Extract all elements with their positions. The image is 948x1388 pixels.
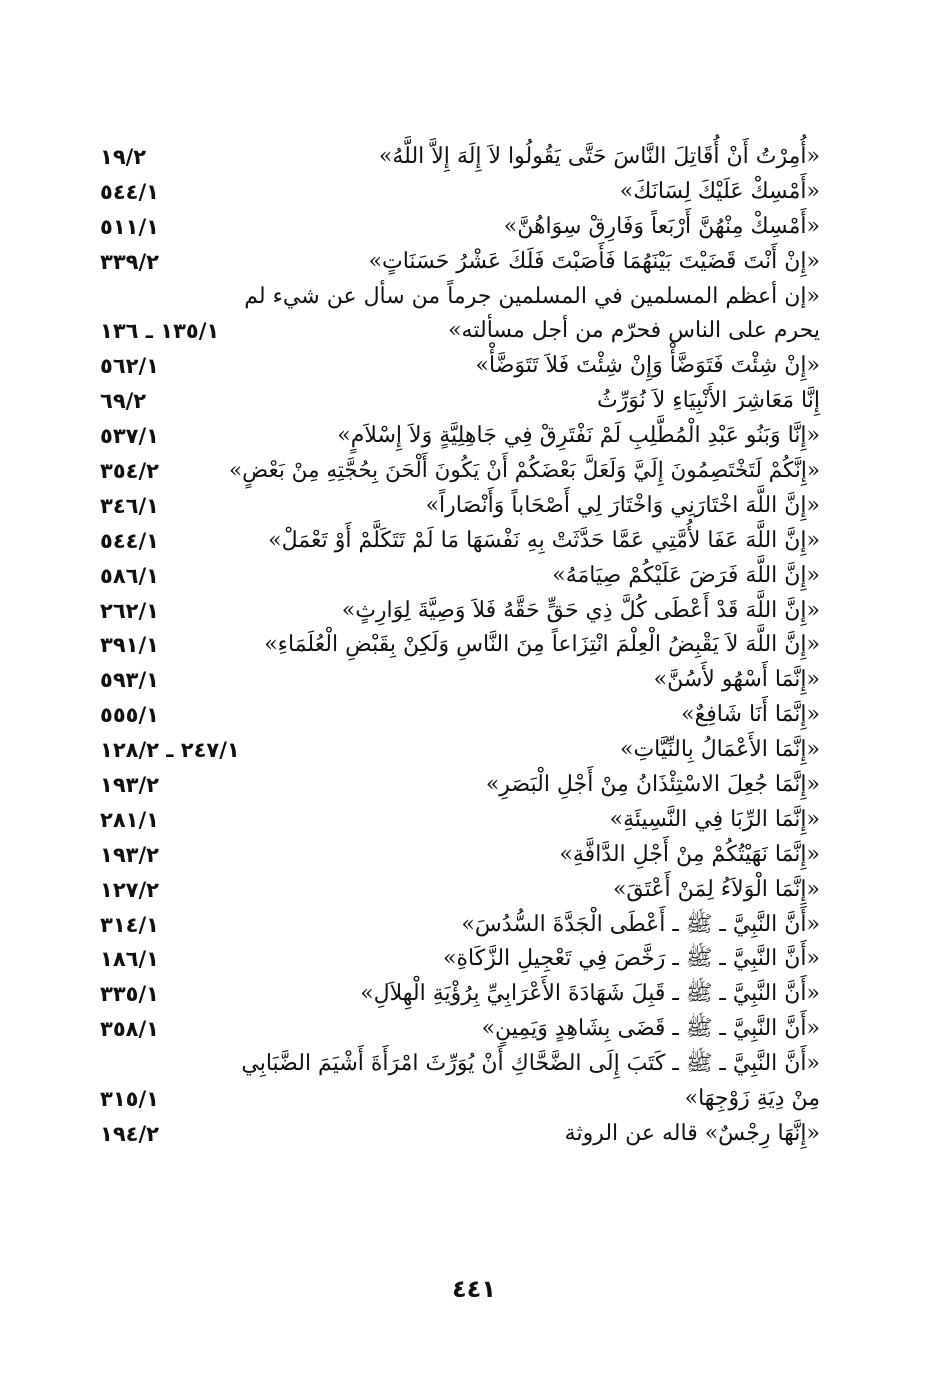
volume-page-reference: ٣١٥/١ (100, 1087, 159, 1112)
index-entry (100, 1047, 820, 1082)
hadith-text: «أَمْسِكْ عَلَيْكَ لِسَانَكَ» (619, 178, 820, 204)
index-entry (100, 873, 820, 908)
volume-page-reference: ٥٣٧/١ (100, 424, 159, 449)
volume-page-reference: ٣١٤/١ (100, 912, 159, 937)
hadith-text: إِنَّا مَعَاشِرَ الأَنْبِيَاءِ لاَ نُوَرِّثُ (596, 388, 820, 414)
index-entry (100, 1117, 820, 1152)
page-number: ٤٤١ (452, 1275, 496, 1303)
volume-page-reference: ٢٤٧/١ ـ ١٢٨/٢ (100, 738, 240, 763)
hadith-text: «إِنَّ اللَّهَ عَفَا لأُمَّتِي عَمَّا حَدَّثَتْ بِهِ نَفْسَهَا مَا لَمْ تَتَكَلَّمْ أَوْ تَعْمَلْ» (268, 527, 820, 553)
volume-page-reference: ٣٥٨/١ (100, 1017, 159, 1042)
index-entry (100, 454, 820, 489)
hadith-text: «إِنَّمَا جُعِلَ الاسْتِئْذَانُ مِنْ أَجْلِ الْبَصَرِ» (485, 772, 820, 798)
index-entry (100, 349, 820, 384)
index-entry (100, 977, 820, 1012)
volume-page-reference: ١٩٣/٢ (100, 842, 159, 867)
index-entry (100, 1012, 820, 1047)
index-entry (100, 698, 820, 733)
volume-page-reference: ٣٩١/١ (100, 633, 159, 658)
volume-page-reference: ٥١١/١ (100, 214, 159, 239)
hadith-text: «أَمْسِكْ مِنْهُنَّ أَرْبَعاً وَفَارِقْ سِوَاهُنَّ» (503, 213, 820, 239)
index-entry (100, 175, 820, 210)
hadith-text: «إِنَّهَا رِجْسٌ» قاله عن الروثة (564, 1120, 820, 1146)
hadith-text: «إِنَّمَا أَنَا شَافِعٌ» (681, 702, 820, 728)
hadith-text: «إِنَّا وَبَنُو عَبْدِ الْمُطَّلِبِ لَمْ نَفْتَرِقْ فِي جَاهِلِيَّةٍ وَلاَ إِسْلاَمٍ» (337, 423, 820, 449)
hadith-text: «أَنَّ النَّبِيَّ ـ ﷺ ـ رَخَّصَ فِي تَعْجِيلِ الزَّكَاةِ» (443, 946, 820, 972)
volume-page-reference: ١٩٣/٢ (100, 773, 159, 798)
index-entry (100, 419, 820, 454)
index-entry (100, 314, 820, 349)
volume-page-reference: ٢٨١/١ (100, 807, 159, 832)
hadith-index-list (100, 140, 820, 1152)
index-entry (100, 210, 820, 245)
volume-page-reference: ٢٦٢/١ (100, 598, 159, 623)
index-entry (100, 908, 820, 943)
index-entry (100, 384, 820, 419)
hadith-text: مِنْ دِيَةِ زَوْجِهَا» (684, 1086, 820, 1112)
hadith-text: «إِنَّمَا نَهَيْتُكُمْ مِنْ أَجْلِ الدَّافَّةِ» (559, 841, 820, 867)
volume-page-reference: ٦٩/٢ (100, 389, 147, 414)
hadith-text: «أُمِرْتُ أَنْ أُقَاتِلَ النَّاسَ حَتَّى يَقُولُوا لاَ إِلَهَ إِلاَّ اللَّهُ» (378, 144, 820, 169)
index-entry (100, 942, 820, 977)
index-entry (100, 140, 820, 175)
index-entry (100, 489, 820, 524)
volume-page-reference: ١٩/٢ (100, 145, 147, 169)
volume-page-reference: ٥٩٣/١ (100, 668, 159, 693)
volume-page-reference: ١٣٥/١ ـ ١٣٦ (100, 319, 220, 344)
volume-page-reference: ٣٣٥/١ (100, 982, 159, 1007)
hadith-text: «أَنَّ النَّبِيَّ ـ ﷺ ـ كَتَبَ إِلَى الضَّحَّاكِ أَنْ يُوَرِّثَ امْرَأَةَ أَشْيَمَ الضَّبَابِي (241, 1051, 820, 1077)
volume-page-reference: ٥٨٦/١ (100, 563, 159, 588)
hadith-text: «إِنْ شِئْتَ فَتَوَضَّأْ وَإِنْ شِئْتَ فَلاَ تَتَوَضَّأْ» (475, 353, 820, 379)
volume-page-reference: ٥٦٢/١ (100, 354, 159, 379)
index-entry (100, 280, 820, 315)
hadith-text: «إِنَّ اللَّهَ قَدْ أَعْطَى كُلَّ ذِي حَقٍّ حَقَّهُ فَلاَ وَصِيَّةَ لِوَارِثٍ» (341, 597, 820, 623)
hadith-text: «إِنَّمَا الرِّبَا فِي النَّسِيئَةِ» (609, 806, 820, 832)
index-entry (100, 733, 820, 768)
hadith-text: «إِنَّمَا أَسْهُو لأَسُنَّ» (653, 667, 820, 693)
hadith-text: «إِنَّ اللَّهَ فَرَضَ عَلَيْكُمْ صِيَامَهُ» (552, 562, 820, 588)
index-entry (100, 663, 820, 698)
index-entry (100, 768, 820, 803)
volume-page-reference: ١٨٦/١ (100, 947, 159, 972)
hadith-text: «إِنَّكُمْ لَتَخْتَصِمُونَ إِلَيَّ وَلَعَلَّ بَعْضَكُمْ أَنْ يَكُونَ أَلْحَنَ بِحُجَّتِهِ مِنْ بَعْضٍ» (229, 458, 820, 484)
hadith-text: «إِنَّ اللَّهَ اخْتَارَنِي وَاخْتَارَ لِي أَصْحَاباً وَأَنْصَاراً» (425, 492, 820, 518)
index-entry (100, 1082, 820, 1117)
hadith-text: «إِنَّمَا الأَعْمَالُ بِالنِّيَّاتِ» (620, 737, 820, 763)
index-entry (100, 559, 820, 594)
hadith-text: «أَنَّ النَّبِيَّ ـ ﷺ ـ قَبِلَ شَهَادَةَ الأَعْرَابِيِّ بِرُؤْيَةِ الْهِلاَلِ» (360, 981, 820, 1007)
volume-page-reference: ٣٤٦/١ (100, 493, 159, 518)
index-entry (100, 524, 820, 559)
hadith-text: «إِنْ أَنْتَ قَضَيْتَ بَيْنَهُمَا فَأَصَبْتَ فَلَكَ عَشْرُ حَسَنَاتٍ» (368, 248, 820, 274)
volume-page-reference: ١٢٧/٢ (100, 877, 159, 902)
hadith-text: «أَنَّ النَّبِيَّ ـ ﷺ ـ أَعْطَى الْجَدَّةَ السُّدُسَ» (461, 911, 820, 937)
hadith-text: «إِنَّمَا الْوَلاَءُ لِمَنْ أَعْتَقَ» (612, 876, 820, 902)
hadith-text: «إن أعظم المسلمين في المسلمين جرماً من سأل عن شيء لم (244, 283, 820, 309)
index-entry (100, 594, 820, 629)
volume-page-reference: ٥٥٥/١ (100, 703, 159, 728)
hadith-text: «أَنَّ النَّبِيَّ ـ ﷺ ـ قَضَى بِشَاهِدٍ وَيَمِينٍ» (481, 1016, 820, 1042)
hadith-text: «إِنَّ اللَّهَ لاَ يَقْبِضُ الْعِلْمَ انْتِزَاعاً مِنَ النَّاسِ وَلَكِنْ بِقَبْضِ الْعُلَمَاءِ» (264, 632, 820, 658)
volume-page-reference: ٣٣٩/٢ (100, 249, 159, 274)
volume-page-reference: ٥٤٤/١ (100, 528, 159, 553)
volume-page-reference: ١٩٤/٢ (100, 1121, 159, 1146)
index-entry (100, 628, 820, 663)
volume-page-reference: ٣٥٤/٢ (100, 459, 159, 484)
index-entry (100, 803, 820, 838)
index-entry (100, 838, 820, 873)
volume-page-reference: ٥٤٤/١ (100, 179, 159, 204)
index-entry (100, 245, 820, 280)
hadith-text: يحرم على الناس فحرّم من أجل مسألته» (448, 318, 820, 344)
